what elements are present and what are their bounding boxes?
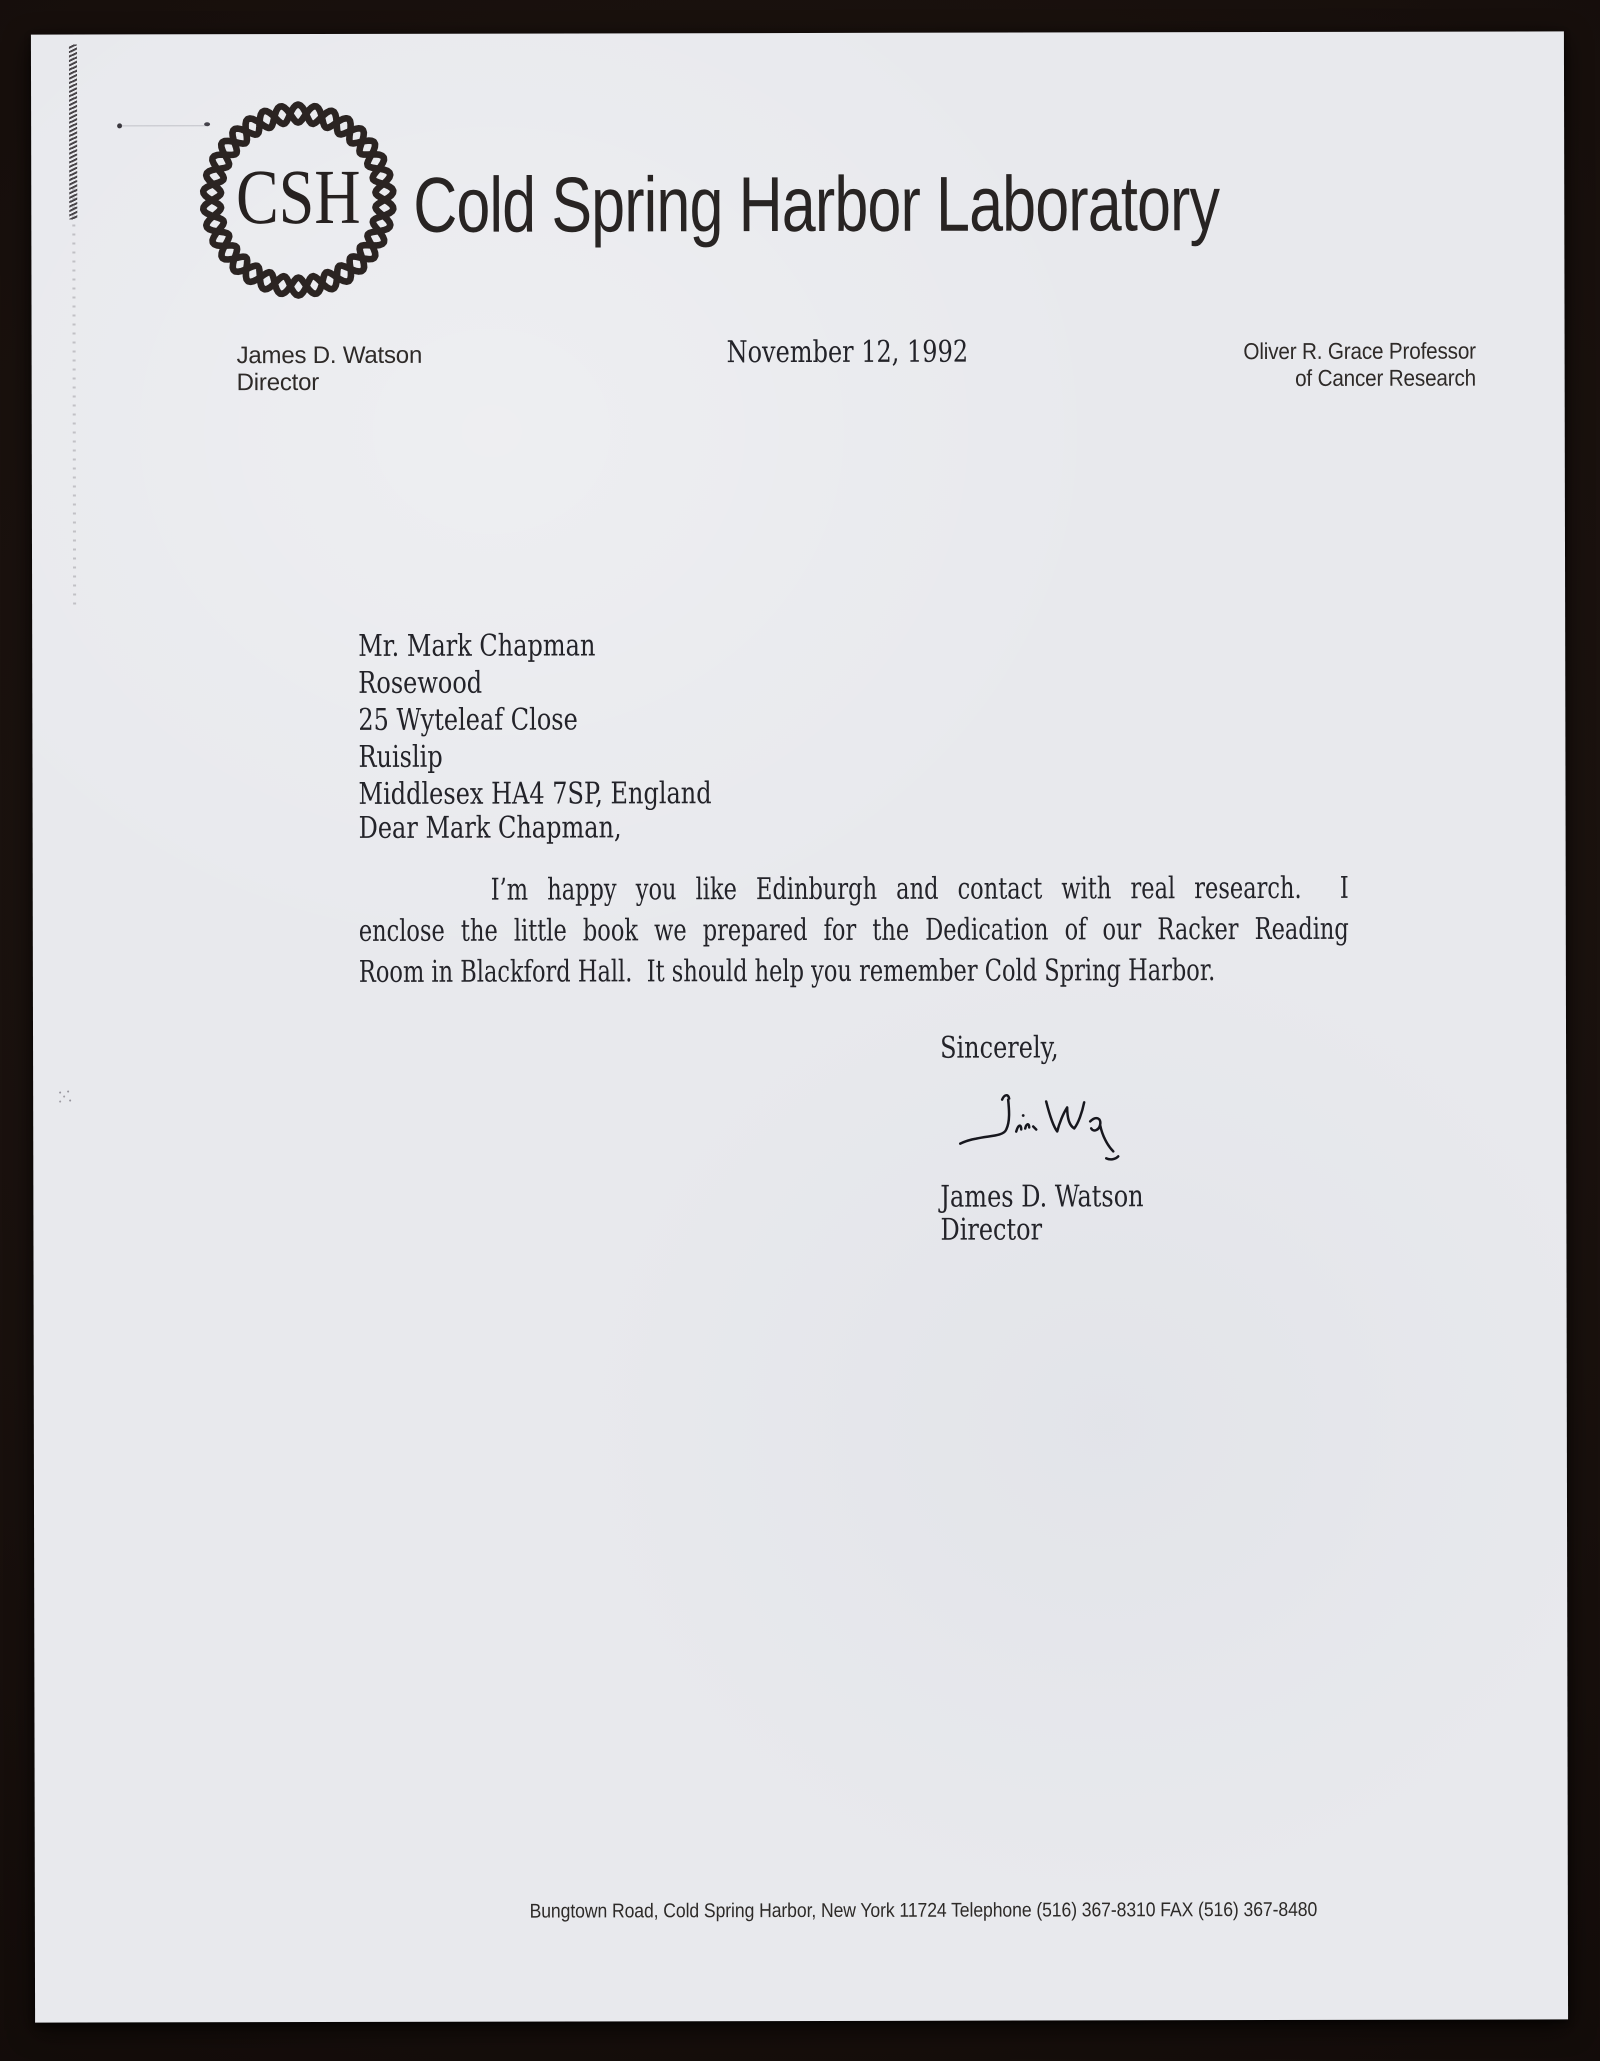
- stamp-smudge: [56, 1089, 75, 1106]
- footer-address-line: Bungtown Road, Cold Spring Harbor, New York 11724 Telephone (516) 367-8310 FAX (516) 367-8480: [529, 1898, 1318, 1923]
- signature-block: [940, 1180, 1143, 1246]
- recipient-address: [358, 627, 711, 813]
- recipient-name: Mr. Mark Chapman: [358, 628, 596, 664]
- signer-name: James D. Watson: [940, 1179, 1144, 1215]
- salutation: Dear Mark Chapman,: [358, 810, 622, 846]
- signer-title: Director: [940, 1212, 1043, 1248]
- director-title: Director: [236, 369, 320, 397]
- letter-page: [31, 31, 1568, 2022]
- professor-line1: Oliver R. Grace Professor: [1243, 337, 1476, 365]
- letter-body: [359, 868, 1349, 993]
- letterhead-professor-block: [1243, 338, 1476, 392]
- valediction: Sincerely,: [940, 1030, 1059, 1066]
- letter-date: November 12, 1992: [726, 334, 969, 371]
- recipient-county: Middlesex HA4 7SP, England: [358, 776, 712, 812]
- recipient-town: Ruislip: [358, 739, 443, 775]
- logo-monogram: CSH: [235, 152, 361, 241]
- binding-stitch-fade: [72, 185, 76, 605]
- body-line: Room in Blackford Hall. It should help you remember Cold Spring Harbor.: [358, 953, 1216, 990]
- recipient-street: 25 Wyteleaf Close: [358, 702, 578, 738]
- recipient-house: Rosewood: [358, 665, 483, 701]
- body-line: I’m happy you like Edinburgh and contact with real research. I: [490, 870, 1349, 908]
- letterhead-director-block: [237, 342, 423, 396]
- handwritten-signature: [958, 1092, 1138, 1168]
- scratch-hairline: [121, 125, 206, 126]
- director-name: James D. Watson: [236, 341, 423, 370]
- professor-line2: of Cancer Research: [1294, 364, 1476, 391]
- organization-name: Cold Spring Harbor Laboratory: [413, 159, 1220, 249]
- body-line: enclose the little book we prepared for the Dedication of our Racker Reading: [358, 911, 1349, 949]
